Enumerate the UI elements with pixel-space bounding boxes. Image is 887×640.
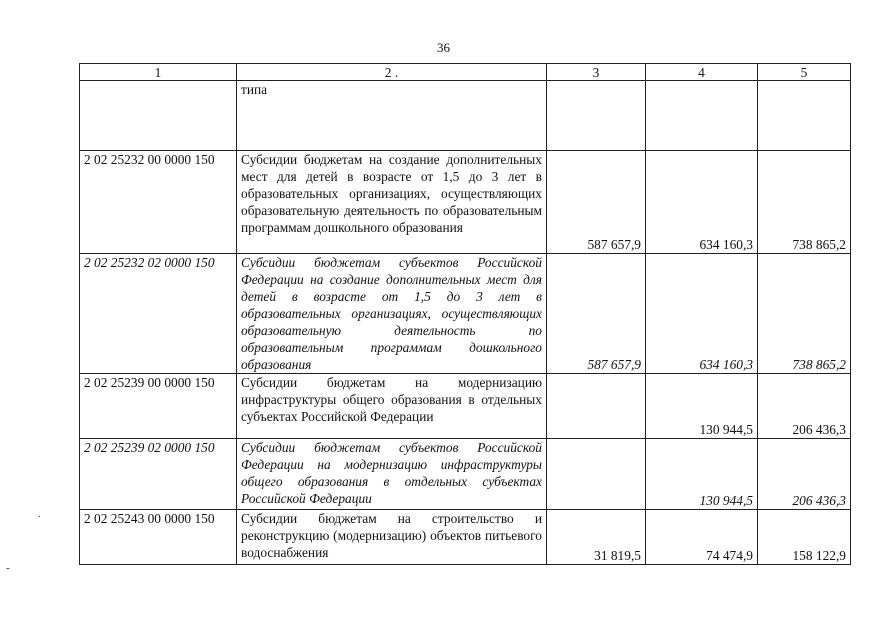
page-number: 36 xyxy=(437,40,450,55)
column-header-3: 3 xyxy=(547,64,646,81)
row-code: 2 02 25239 00 0000 150 xyxy=(80,374,237,439)
row-code xyxy=(80,81,237,151)
row-code: 2 02 25243 00 0000 150 xyxy=(80,510,237,565)
row-value-col4: 130 944,5 xyxy=(646,374,758,439)
row-code: 2 02 25232 02 0000 150 xyxy=(80,254,237,374)
row-value-col5 xyxy=(758,81,851,151)
row-code: 2 02 25232 00 0000 150 xyxy=(80,151,237,254)
row-value-col5: 206 436,3 xyxy=(758,374,851,439)
row-value-col3 xyxy=(547,81,646,151)
table-row xyxy=(80,81,851,151)
column-header-4: 4 xyxy=(646,64,758,81)
row-value-col3 xyxy=(547,374,646,439)
row-value-col5: 738 865,2 xyxy=(758,254,851,374)
row-description: Субсидии бюджетам на создание дополнительных мест для детей в возрасте от 1,5 до 3 лет в образовательных организациях, осуществляющих образовательную деятельность по образовательным программам дошкольного образования xyxy=(237,151,547,254)
row-value-col3: 31 819,5 xyxy=(547,510,646,565)
row-value-col3: 587 657,9 xyxy=(547,254,646,374)
row-value-col4: 634 160,3 xyxy=(646,254,758,374)
table-row xyxy=(80,510,851,565)
row-value-col5: 158 122,9 xyxy=(758,510,851,565)
row-code: 2 02 25239 02 0000 150 xyxy=(80,439,237,510)
row-value-col3 xyxy=(547,439,646,510)
column-header-1: 1 xyxy=(80,64,237,81)
row-value-col5: 206 436,3 xyxy=(758,439,851,510)
table-row xyxy=(80,151,851,254)
table-row xyxy=(80,374,851,439)
column-header-5: 5 xyxy=(758,64,851,81)
row-description: Субсидии бюджетам субъектов Российской Федерации на модернизацию инфраструктуры общего образования в отдельных субъектах Российской Федерации xyxy=(237,439,547,510)
margin-mark: . xyxy=(38,508,41,520)
row-description: Субсидии бюджетам субъектов Российской Федерации на создание дополнительных мест для детей в возрасте от 1,5 до 3 лет в образовательных организациях, осуществляющих образовательную деятельность по образовательным программам дошкольного образования xyxy=(237,254,547,374)
row-description: типа xyxy=(237,81,547,151)
margin-mark: - xyxy=(6,562,10,574)
row-value-col3: 587 657,9 xyxy=(547,151,646,254)
table-row xyxy=(80,439,851,510)
row-value-col5: 738 865,2 xyxy=(758,151,851,254)
row-value-col4 xyxy=(646,81,758,151)
row-description: Субсидии бюджетам на модернизацию инфраструктуры общего образования в отдельных субъектах Российской Федерации xyxy=(237,374,547,439)
table-row xyxy=(80,254,851,374)
row-description: Субсидии бюджетам на строительство и реконструкцию (модернизацию) объектов питьевого водоснабжения xyxy=(237,510,547,565)
column-header-2: 2 . xyxy=(237,64,547,81)
row-value-col4: 634 160,3 xyxy=(646,151,758,254)
budget-table xyxy=(79,63,851,565)
table-header-row xyxy=(80,64,851,81)
row-value-col4: 74 474,9 xyxy=(646,510,758,565)
row-value-col4: 130 944,5 xyxy=(646,439,758,510)
